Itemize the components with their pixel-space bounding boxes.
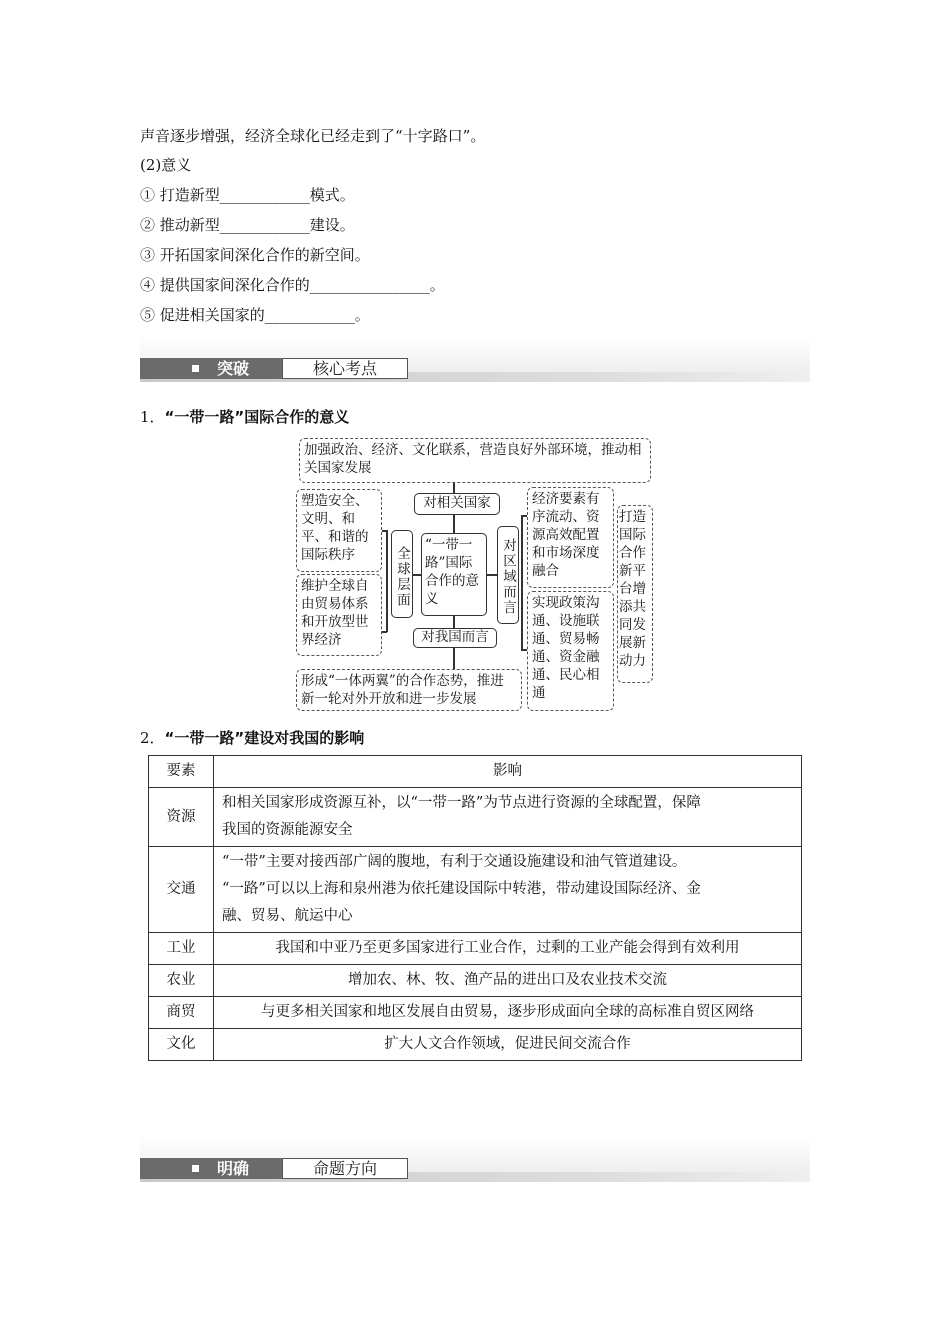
row-key: 交通 bbox=[149, 847, 214, 933]
row-value: “一带”主要对接西部广阔的腹地，有利于交通设施建设和油气管道建设。 “一路”可以以上海和泉州港为依托建设国际中转港，带动建设国际经济、金 融、贸易、航运中心 bbox=[214, 847, 802, 933]
top-box: 加强政治、经济、文化联系，营造良好外部环境，推动相关国家发展 bbox=[299, 438, 651, 483]
square-bullet-icon bbox=[192, 365, 199, 372]
table-row bbox=[149, 965, 802, 997]
far-right-box: 打造国际合作新平台增添共同发展新动力 bbox=[617, 505, 653, 683]
square-bullet-icon bbox=[192, 1165, 199, 1172]
right-top-box: 经济要素有序流动、资源高效配置和市场深度融合 bbox=[527, 487, 614, 588]
significance-item-5: ⑤ 促进相关国家的____________。 bbox=[140, 306, 370, 324]
left-top-box: 塑造安全、文明、和平、和谐的国际秩序 bbox=[296, 489, 382, 572]
section-tag: 明确 bbox=[217, 1159, 250, 1178]
row-value: 和相关国家形成资源互补，以“一带一路”为节点进行资源的全球配置，保障 我国的资源能源安全 bbox=[214, 788, 802, 847]
right-bottom-box: 实现政策沟通、设施联通、贸易畅通、资金融通、民心相通 bbox=[527, 591, 614, 711]
table-row bbox=[149, 997, 802, 1029]
row-value: 增加农、林、牧、渔产品的进出口及农业技术交流 bbox=[214, 965, 802, 997]
label-region: 对区域而言 bbox=[497, 526, 519, 624]
significance-title: (2)意义 bbox=[140, 156, 192, 174]
row-value: 我国和中亚乃至更多国家进行工业合作，过剩的工业产能会得到有效利用 bbox=[214, 933, 802, 965]
table-row bbox=[149, 847, 802, 933]
table-row bbox=[149, 933, 802, 965]
section-title: 核心考点 bbox=[312, 359, 377, 378]
significance-item-1: ① 打造新型____________模式。 bbox=[140, 186, 355, 204]
row-value: 与更多相关国家和地区发展自由贸易，逐步形成面向全球的高标准自贸区网络 bbox=[214, 997, 802, 1029]
row-key: 农业 bbox=[149, 965, 214, 997]
section-title: 命题方向 bbox=[312, 1159, 377, 1178]
row-value: 扩大人文合作领域，促进民间交流合作 bbox=[214, 1029, 802, 1061]
table-row bbox=[149, 1029, 802, 1061]
intro-text-line: 声音逐步增强，经济全球化已经走到了“十字路口”。 bbox=[140, 127, 486, 145]
row-key: 工业 bbox=[149, 933, 214, 965]
row-key: 资源 bbox=[149, 788, 214, 847]
left-bottom-box: 维护全球自由贸易体系和开放型世界经济 bbox=[296, 574, 382, 656]
table-row bbox=[149, 788, 802, 847]
heading-impact: 2．“一带一路”建设对我国的影响 bbox=[140, 729, 365, 747]
label-global: 全球层面 bbox=[391, 530, 413, 618]
header-impact: 影响 bbox=[214, 756, 802, 788]
impact-table bbox=[148, 755, 802, 1061]
section-header-direction bbox=[140, 1136, 810, 1182]
section-header-breakthrough bbox=[140, 336, 810, 382]
label-countries: 对相关国家 bbox=[414, 493, 500, 515]
significance-item-4: ④ 提供国家间深化合作的________________。 bbox=[140, 276, 445, 294]
table-header-row bbox=[149, 756, 802, 788]
bottom-box: 形成“一体两翼”的合作态势，推进新一轮对外开放和进一步发展 bbox=[296, 669, 522, 711]
significance-item-3: ③ 开拓国家间深化合作的新空间。 bbox=[140, 246, 370, 264]
section-tag: 突破 bbox=[217, 359, 250, 378]
row-key: 商贸 bbox=[149, 997, 214, 1029]
label-china: 对我国而言 bbox=[413, 628, 497, 648]
significance-item-2: ② 推动新型____________建设。 bbox=[140, 216, 355, 234]
row-key: 文化 bbox=[149, 1029, 214, 1061]
center-box: “一带一路”国际合作的意义 bbox=[421, 533, 487, 616]
header-element: 要素 bbox=[149, 756, 214, 788]
heading-significance: 1．“一带一路”国际合作的意义 bbox=[140, 408, 350, 426]
